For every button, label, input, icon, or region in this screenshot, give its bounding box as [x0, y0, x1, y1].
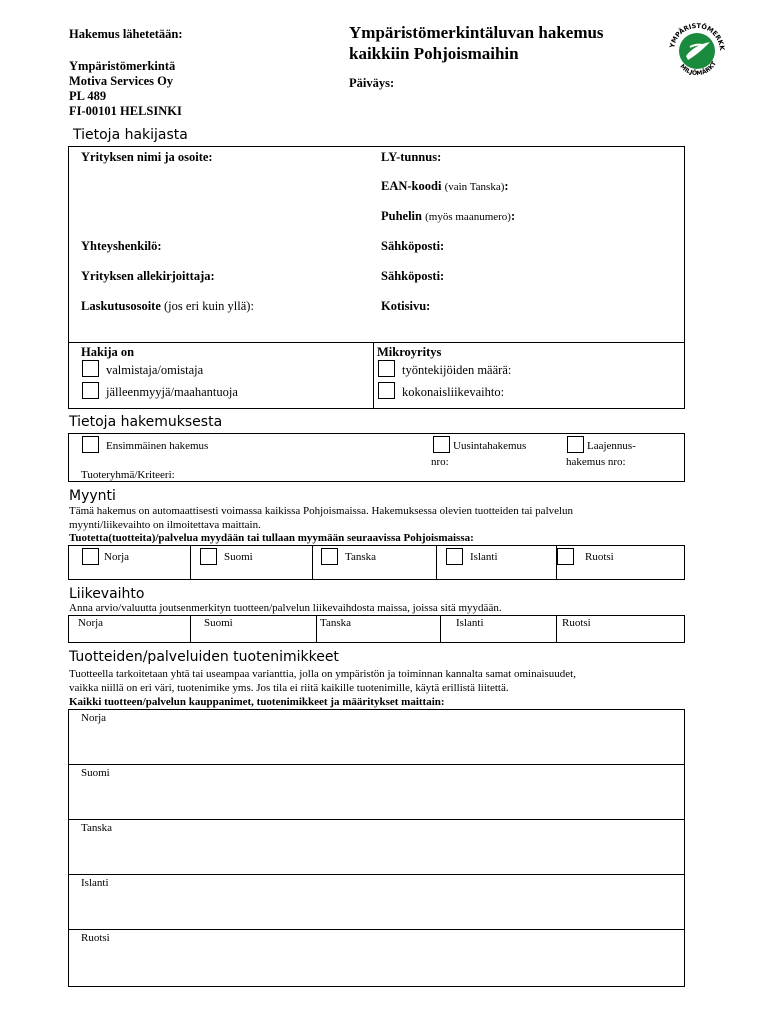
sales-norway-checkbox[interactable] [82, 548, 99, 565]
divider [68, 819, 685, 820]
sales-text-line: myynti/liikevaihto on ilmoitettava maittain. [69, 519, 261, 531]
trade-names-country-label: Tanska [81, 822, 112, 834]
turnover-country-label: Suomi [204, 617, 233, 629]
owner-checkbox[interactable] [82, 360, 99, 377]
sales-description [69, 504, 573, 532]
ean-label [381, 179, 509, 194]
title-line: kaikkiin Pohjoismaihin [349, 44, 519, 63]
employees-label: työntekijöiden määrä: [402, 363, 512, 377]
trade-names-description [69, 667, 576, 695]
address-line: PL 489 [69, 89, 107, 103]
sales-text-line: Tämä hakemus on automaattisesti voimassa kaikissa Pohjoismaissa. Hakemuksessa olevien tuotteiden tai palvelun [69, 505, 574, 517]
trade-names-country-label: Ruotsi [81, 932, 110, 944]
turnover-label: kokonaisliikevaihto: [402, 385, 505, 399]
colon: : [504, 179, 509, 193]
phone-label-text: Puhelin [381, 209, 422, 223]
micro-company-label: Mikroyritys [377, 345, 442, 359]
signatory-label: Yrityksen allekirjoittaja: [81, 269, 215, 283]
divider [68, 929, 685, 930]
section-title-sales: Myynti [69, 488, 116, 504]
ly-label: LY-tunnus: [381, 150, 442, 164]
logo-top-text: YMPÄRISTÖMERKK [668, 21, 727, 51]
divider [68, 342, 685, 343]
address-line: Ympäristömerkintä [69, 59, 176, 73]
logo-bottom-text: MILJÖMÄRKT [678, 60, 718, 78]
phone-note: (myös maanumero) [425, 211, 511, 223]
trade-names-text-line: vaikka niillä on eri väri, tuotenimike yms. Jos tila ei riitä kaikille tuotenimille, käytä erillistä liitettä. [69, 682, 509, 694]
email-label: Sähköposti: [381, 239, 445, 253]
sent-to-label: Hakemus lähetetään: [69, 27, 183, 41]
date-label: Päiväys: [349, 76, 395, 90]
employees-checkbox[interactable] [378, 360, 395, 377]
ean-label-text: EAN-koodi [381, 179, 442, 193]
applicant-is-label: Hakija on [81, 345, 135, 359]
section-title-trade-names: Tuotteiden/palveluiden tuotenimikkeet [69, 649, 339, 665]
divider [68, 764, 685, 765]
address-block [69, 59, 182, 119]
sales-finland-checkbox[interactable] [200, 548, 217, 565]
divider [68, 874, 685, 875]
turnover-country-label: Islanti [456, 617, 484, 629]
contact-person-label: Yhteyshenkilö: [81, 239, 162, 253]
trade-names-text-line: Tuotteella tarkoitetaan yhtä tai useampaa varianttia, jolla on ympäristön ja toiminnan kannalta samat ominaisuudet, [69, 668, 576, 680]
sales-countries-heading: Tuotetta(tuotteita)/palvelua myydään tai tullaan myymään seuraavissa Pohjoismaissa: [69, 532, 474, 544]
divider [440, 615, 441, 643]
renewal-label: Uusintahakemus [453, 440, 527, 452]
homepage-label: Kotisivu: [381, 299, 431, 313]
reseller-option-label: jälleenmyyjä/maahantuoja [106, 385, 238, 399]
renewal-number-label: nro: [431, 456, 449, 468]
sales-denmark-checkbox[interactable] [321, 548, 338, 565]
trade-names-heading: Kaikki tuotteen/palvelun kauppanimet, tuotenimikkeet ja määritykset maittain: [69, 696, 445, 708]
divider [312, 545, 313, 580]
phone-label [381, 209, 515, 224]
address-line: FI-00101 HELSINKI [69, 104, 182, 118]
email-label: Sähköposti: [381, 269, 445, 283]
trade-names-country-label: Suomi [81, 767, 110, 779]
turnover-country-label: Tanska [320, 617, 351, 629]
extension-checkbox[interactable] [567, 436, 584, 453]
billing-label-text: Laskutusosoite [81, 299, 161, 313]
billing-label [81, 299, 254, 314]
extension-label: Laajennus- [587, 440, 636, 452]
trade-names-country-label: Islanti [81, 877, 109, 889]
sales-country-label: Ruotsi [585, 551, 614, 563]
address-line: Motiva Services Oy [69, 74, 174, 88]
sales-sweden-checkbox[interactable] [557, 548, 574, 565]
renewal-checkbox[interactable] [433, 436, 450, 453]
owner-option-label: valmistaja/omistaja [106, 363, 204, 377]
section-title-applicant: Tietoja hakijasta [73, 127, 188, 143]
section-title-application: Tietoja hakemuksesta [69, 414, 223, 430]
sales-country-label: Tanska [345, 551, 376, 563]
first-application-label: Ensimmäinen hakemus [106, 440, 209, 452]
divider [316, 615, 317, 643]
ean-note: (vain Tanska) [444, 181, 505, 193]
title-line: Ympäristömerkintäluvan hakemus [349, 23, 604, 42]
trade-names-box [68, 709, 685, 987]
reseller-checkbox[interactable] [82, 382, 99, 399]
sales-country-label: Suomi [224, 551, 253, 563]
page-title [349, 22, 604, 64]
turnover-country-label: Norja [78, 617, 104, 629]
turnover-description: Anna arvio/valuutta joutsenmerkityn tuotteen/palvelun liikevaihdosta maissa, joissa sitä myydään. [69, 602, 502, 614]
divider [190, 545, 191, 580]
swan-logo [666, 20, 728, 82]
sales-country-label: Norja [104, 551, 130, 563]
colon: : [510, 209, 516, 223]
sales-iceland-checkbox[interactable] [446, 548, 463, 565]
divider [190, 615, 191, 643]
divider [373, 342, 374, 409]
first-application-checkbox[interactable] [82, 436, 99, 453]
turnover-country-label: Ruotsi [562, 617, 591, 629]
company-name-label: Yrityksen nimi ja osoite: [81, 150, 213, 164]
turnover-table [68, 615, 685, 643]
product-group-label: Tuoteryhmä/Kriteeri: [81, 469, 175, 481]
section-title-turnover: Liikevaihto [69, 586, 145, 602]
sales-country-label: Islanti [470, 551, 498, 563]
divider [436, 545, 437, 580]
turnover-checkbox[interactable] [378, 382, 395, 399]
billing-note: (jos eri kuin yllä): [164, 299, 254, 313]
divider [556, 615, 557, 643]
trade-names-country-label: Norja [81, 712, 107, 724]
extension-number-label: hakemus nro: [566, 456, 626, 468]
